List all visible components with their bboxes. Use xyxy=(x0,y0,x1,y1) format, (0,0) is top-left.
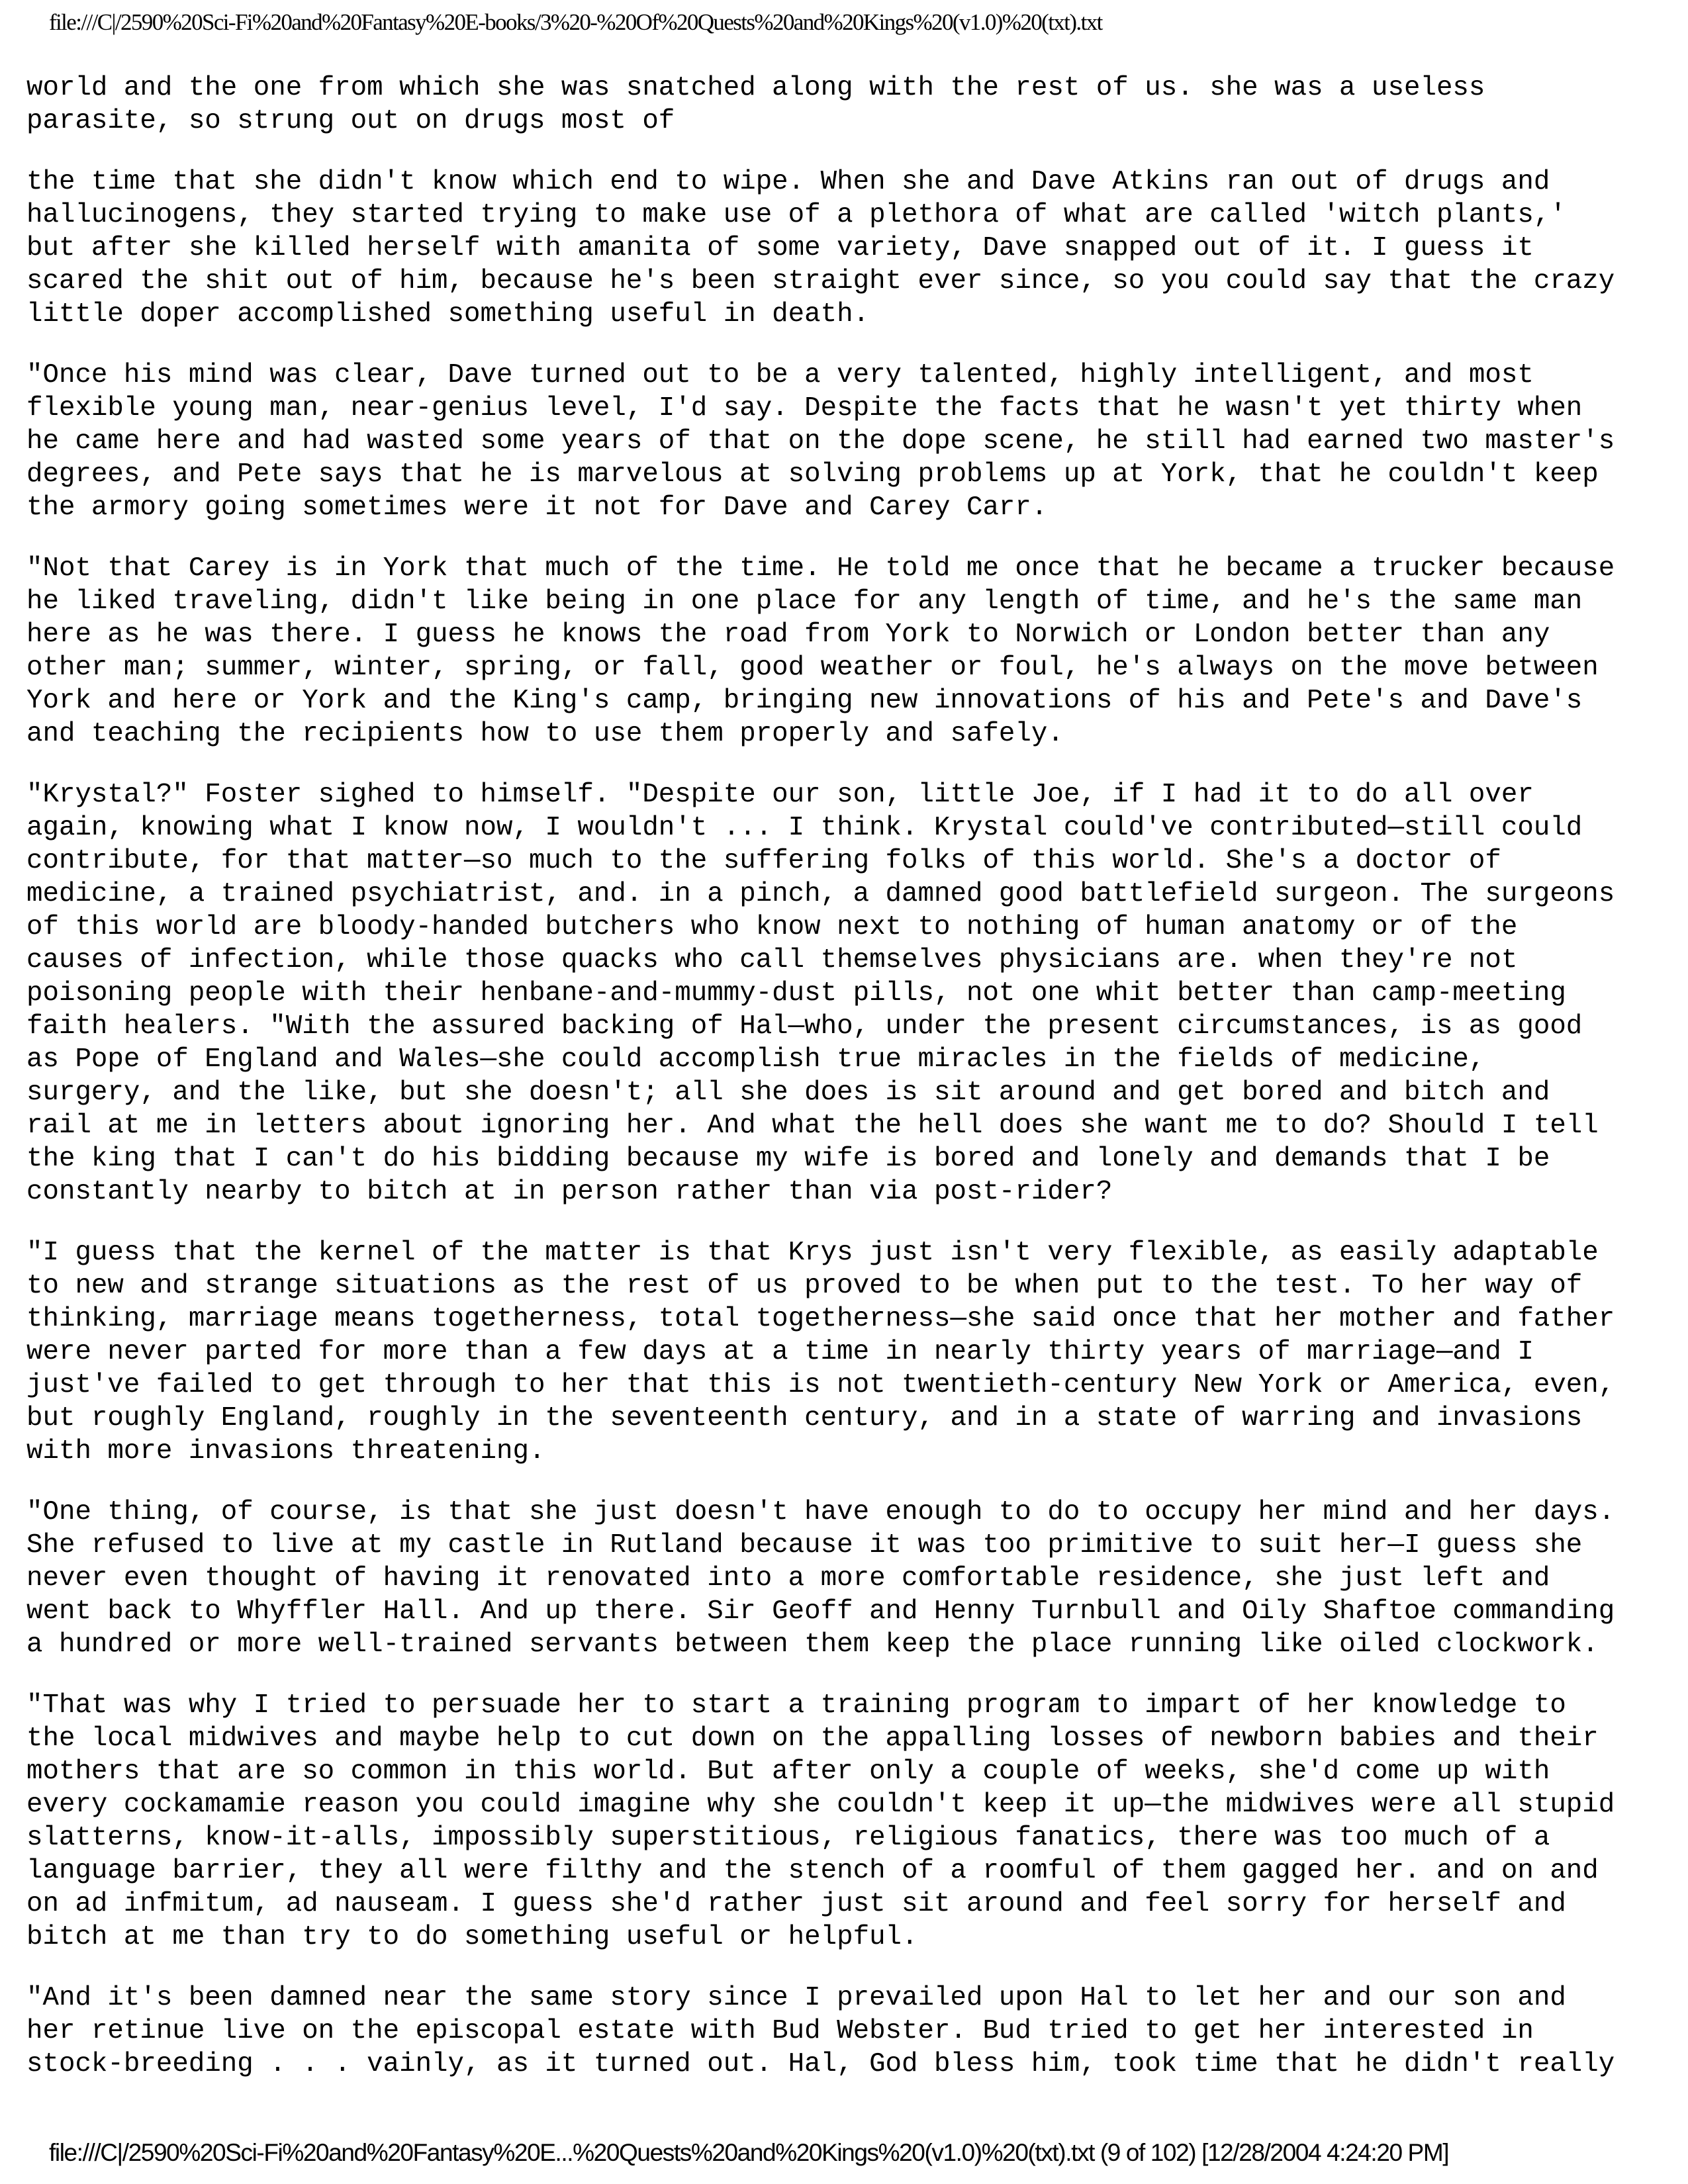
text-line: thinking, marriage means togetherness, total togetherness—she said once that her mother and father xyxy=(26,1304,1615,1334)
text-line: went back to Whyffler Hall. And up there. Sir Geoff and Henny Turnbull and Oily Shaftoe commanding xyxy=(26,1596,1615,1627)
text-line: language barrier, they all were filthy and the stench of a roomful of them gagged her. and on and xyxy=(26,1856,1599,1886)
text-line: "Not that Carey is in York that much of the time. He told me once that he became a trucker because xyxy=(26,553,1615,584)
text-line: of this world are bloody-handed butchers who know next to nothing of human anatomy or of the xyxy=(26,912,1518,942)
text-line: "I guess that the kernel of the matter is that Krys just isn't very flexible, as easily adaptable xyxy=(26,1238,1599,1268)
text-line: the armory going sometimes were it not for Dave and Carey Carr. xyxy=(26,492,1048,523)
paragraph-5 xyxy=(26,778,1668,1208)
text-line: to new and strange situations as the rest of us proved to be when put to the test. To her way of xyxy=(26,1271,1583,1301)
document-body xyxy=(26,71,1668,2109)
text-line: flexible young man, near-genius level, I'd say. Despite the facts that he wasn't yet thirty when xyxy=(26,393,1583,424)
paragraph-1 xyxy=(26,71,1668,138)
text-line: the time that she didn't know which end to wipe. When she and Dave Atkins ran out of drugs and xyxy=(26,167,1550,197)
paragraph-2 xyxy=(26,165,1668,331)
text-line: She refused to live at my castle in Rutland because it was too primitive to suit her—I guess she xyxy=(26,1530,1583,1561)
text-line: constantly nearby to bitch at in person rather than via post-rider? xyxy=(26,1177,1113,1207)
text-line: stock-breeding . . . vainly, as it turned out. Hal, God bless him, took time that he didn't really xyxy=(26,2049,1615,2079)
text-line: scared the shit out of him, because he's been straight ever since, so you could say that the crazy xyxy=(26,266,1615,296)
paragraph-8 xyxy=(26,1689,1668,1954)
text-line: just've failed to get through to her that this is not twentieth-century New York or America, even, xyxy=(26,1370,1615,1400)
text-line: mothers that are so common in this world. But after only a couple of weeks, she'd come up with xyxy=(26,1756,1550,1787)
text-line: "And it's been damned near the same story since I prevailed upon Hal to let her and our son and xyxy=(26,1983,1566,2013)
text-line: surgery, and the like, but she doesn't; all she does is sit around and get bored and bitch and xyxy=(26,1077,1550,1108)
text-line: on ad infmitum, ad nauseam. I guess she'd rather just sit around and feel sorry for herself and xyxy=(26,1889,1566,1919)
text-line: again, knowing what I know now, I wouldn't ... I think. Krystal could've contributed—still could xyxy=(26,813,1583,843)
text-line: parasite, so strung out on drugs most of xyxy=(26,106,675,136)
text-line: bitch at me than try to do something useful or helpful. xyxy=(26,1922,918,1952)
paragraph-3 xyxy=(26,359,1668,524)
text-line: but roughly England, roughly in the seventeenth century, and in a state of warring and invasions xyxy=(26,1403,1583,1433)
text-line: rail at me in letters about ignoring her. And what the hell does she want me to do? Should I tell xyxy=(26,1111,1599,1141)
text-line: he liked traveling, didn't like being in one place for any length of time, and he's the same man xyxy=(26,586,1583,617)
text-line: but after she killed herself with amanita of some variety, Dave snapped out of it. I guess it xyxy=(26,233,1534,263)
text-line: slatterns, know-it-alls, impossibly superstitious, religious fanatics, there was too much of a xyxy=(26,1823,1550,1853)
text-line: and teaching the recipients how to use them properly and safely. xyxy=(26,719,1064,749)
text-line: with more invasions threatening. xyxy=(26,1436,545,1467)
text-line: York and here or York and the King's camp, bringing new innovations of his and Pete's and Dave's xyxy=(26,686,1583,716)
text-line: a hundred or more well-trained servants between them keep the place running like oiled clockwork. xyxy=(26,1629,1599,1660)
text-line: her retinue live on the episcopal estate with Bud Webster. Bud tried to get her interested in xyxy=(26,2016,1534,2046)
text-line: "Krystal?" Foster sighed to himself. "Despite our son, little Joe, if I had it to do all over xyxy=(26,780,1534,810)
text-line: little doper accomplished something useful in death. xyxy=(26,299,870,330)
text-line: "Once his mind was clear, Dave turned out to be a very talented, highly intelligent, and most xyxy=(26,360,1534,390)
paragraph-6 xyxy=(26,1236,1668,1468)
paragraph-9 xyxy=(26,1981,1668,2081)
text-line: contribute, for that matter—so much to the suffering folks of this world. She's a doctor of xyxy=(26,846,1501,876)
text-line: he came here and had wasted some years of that on the dope scene, he still had earned two master's xyxy=(26,426,1615,457)
text-line: medicine, a trained psychiatrist, and. in a pinch, a damned good battlefield surgeon. The surgeons xyxy=(26,879,1615,909)
text-line: the king that I can't do his bidding because my wife is bored and lonely and demands that I be xyxy=(26,1144,1550,1174)
text-line: hallucinogens, they started trying to make use of a plethora of what are called 'witch plants,' xyxy=(26,200,1566,230)
paragraph-7 xyxy=(26,1496,1668,1661)
text-line: degrees, and Pete says that he is marvelous at solving problems up at York, that he couldn't keep xyxy=(26,459,1599,490)
text-line: never even thought of having it renovated into a more comfortable residence, she just left and xyxy=(26,1563,1550,1594)
text-line: "That was why I tried to persuade her to start a training program to impart of her knowledge to xyxy=(26,1690,1566,1721)
text-line: faith healers. "With the assured backing of Hal—who, under the present circumstances, is as good xyxy=(26,1011,1583,1042)
text-line: world and the one from which she was snatched along with the rest of us. she was a useless xyxy=(26,73,1485,103)
text-line: were never parted for more than a few days at a time in nearly thirty years of marriage—and I xyxy=(26,1337,1534,1367)
text-line: here as he was there. I guess he knows the road from York to Norwich or London better than any xyxy=(26,619,1550,650)
text-line: "One thing, of course, is that she just doesn't have enough to do to occupy her mind and her days. xyxy=(26,1497,1615,1527)
file-path-footer: file:///C|/2590%20Sci-Fi%20and%20Fantasy%20E...%20Quests%20and%20Kings%20(v1.0)%20(txt).txt (9 of 102) [12/28/2004 4:24:20 PM] xyxy=(49,2139,1449,2166)
text-line: poisoning people with their henbane-and-mummy-dust pills, not one whit better than camp-meeting xyxy=(26,978,1566,1009)
text-line: causes of infection, while those quacks who call themselves physicians are. when they're not xyxy=(26,945,1518,976)
text-line: as Pope of England and Wales—she could accomplish true miracles in the fields of medicine, xyxy=(26,1044,1485,1075)
text-line: other man; summer, winter, spring, or fall, good weather or foul, he's always on the move between xyxy=(26,653,1599,683)
file-path-header: file:///C|/2590%20Sci-Fi%20and%20Fantasy%20E-books/3%20-%20Of%20Quests%20and%20Kings%20(v1.0)%20(txt).txt xyxy=(49,9,1102,35)
text-line: the local midwives and maybe help to cut down on the appalling losses of newborn babies and their xyxy=(26,1723,1599,1754)
paragraph-4 xyxy=(26,552,1668,751)
text-line: every cockamamie reason you could imagine why she couldn't keep it up—the midwives were all stupid xyxy=(26,1790,1615,1820)
